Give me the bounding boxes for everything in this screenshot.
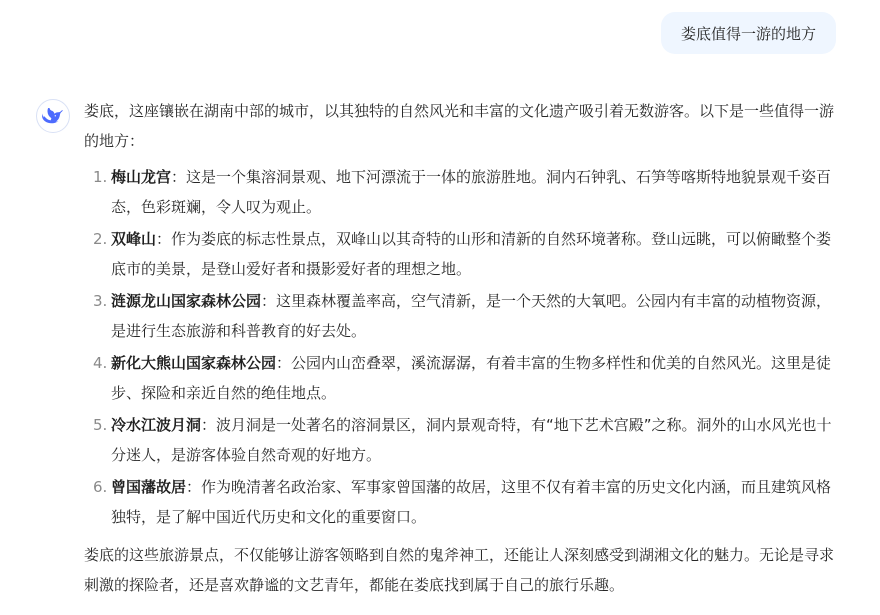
list-item: [84, 472, 844, 532]
list-item-number: 5.: [93, 416, 108, 434]
user-message-text: 娄底值得一游的地方: [680, 24, 816, 43]
deepseek-whale-icon: [36, 99, 70, 133]
list-item-title: 曾国藩故居: [111, 478, 187, 496]
intro-paragraph: 娄底，这座镶嵌在湖南中部的城市，以其独特的自然风光和丰富的文化遗产吸引着无数游客。以下是一些值得一游的地方：: [84, 102, 835, 150]
list-item: [84, 348, 844, 408]
list-item: [84, 224, 844, 284]
list-item-title: 梅山龙宫: [111, 168, 172, 186]
list-item-title: 新化大熊山国家森林公园: [111, 354, 277, 372]
list-item-title: 冷水江波月洞: [111, 416, 202, 434]
list-item: [84, 410, 844, 470]
list-item: [84, 162, 844, 222]
user-message-bubble: [661, 12, 836, 54]
list-item-text: ：这是一个集溶洞景观、地下河漂流于一体的旅游胜地。洞内石钟乳、石笋等喀斯特地貌景观千姿百态，色彩斑斓，令人叹为观止。: [111, 168, 832, 216]
list-item-title: 双峰山: [111, 230, 157, 248]
list-item-number: 6.: [93, 478, 108, 496]
whale-icon-svg: [42, 108, 64, 124]
list-item-text: ：作为晚清著名政治家、军事家曾国藩的故居，这里不仅有着丰富的历史文化内涵，而且建筑风格独特，是了解中国近代历史和文化的重要窗口。: [111, 478, 832, 526]
outro-paragraph: 娄底的这些旅游景点，不仅能够让游客领略到自然的鬼斧神工，还能让人深刻感受到湖湘文化的魅力。无论是寻求刺激的探险者，还是喜欢静谧的文艺青年，都能在娄底找到属于自己的旅行乐趣。: [84, 546, 835, 594]
list-item-title: 涟源龙山国家森林公园: [111, 292, 262, 310]
assistant-message-content: [84, 96, 844, 600]
list-item-number: 3.: [93, 292, 108, 310]
list-item-number: 1.: [93, 168, 108, 186]
list-item-number: 2.: [93, 230, 108, 248]
attractions-list: [84, 162, 844, 532]
list-item: [84, 286, 844, 346]
list-item-text: ：波月洞是一处著名的溶洞景区，洞内景观奇特，有“地下艺术宫殿”之称。洞外的山水风光也十分迷人，是游客体验自然奇观的好地方。: [111, 416, 832, 464]
list-item-number: 4.: [93, 354, 108, 372]
list-item-text: ：公园内山峦叠翠，溪流潺潺，有着丰富的生物多样性和优美的自然风光。这里是徒步、探险和亲近自然的绝佳地点。: [111, 354, 832, 402]
list-item-text: ：作为娄底的标志性景点，双峰山以其奇特的山形和清新的自然环境著称。登山远眺，可以俯瞰整个娄底市的美景，是登山爱好者和摄影爱好者的理想之地。: [111, 230, 832, 278]
list-item-text: ：这里森林覆盖率高，空气清新，是一个天然的大氧吧。公园内有丰富的动植物资源，是进行生态旅游和科普教育的好去处。: [111, 292, 832, 340]
